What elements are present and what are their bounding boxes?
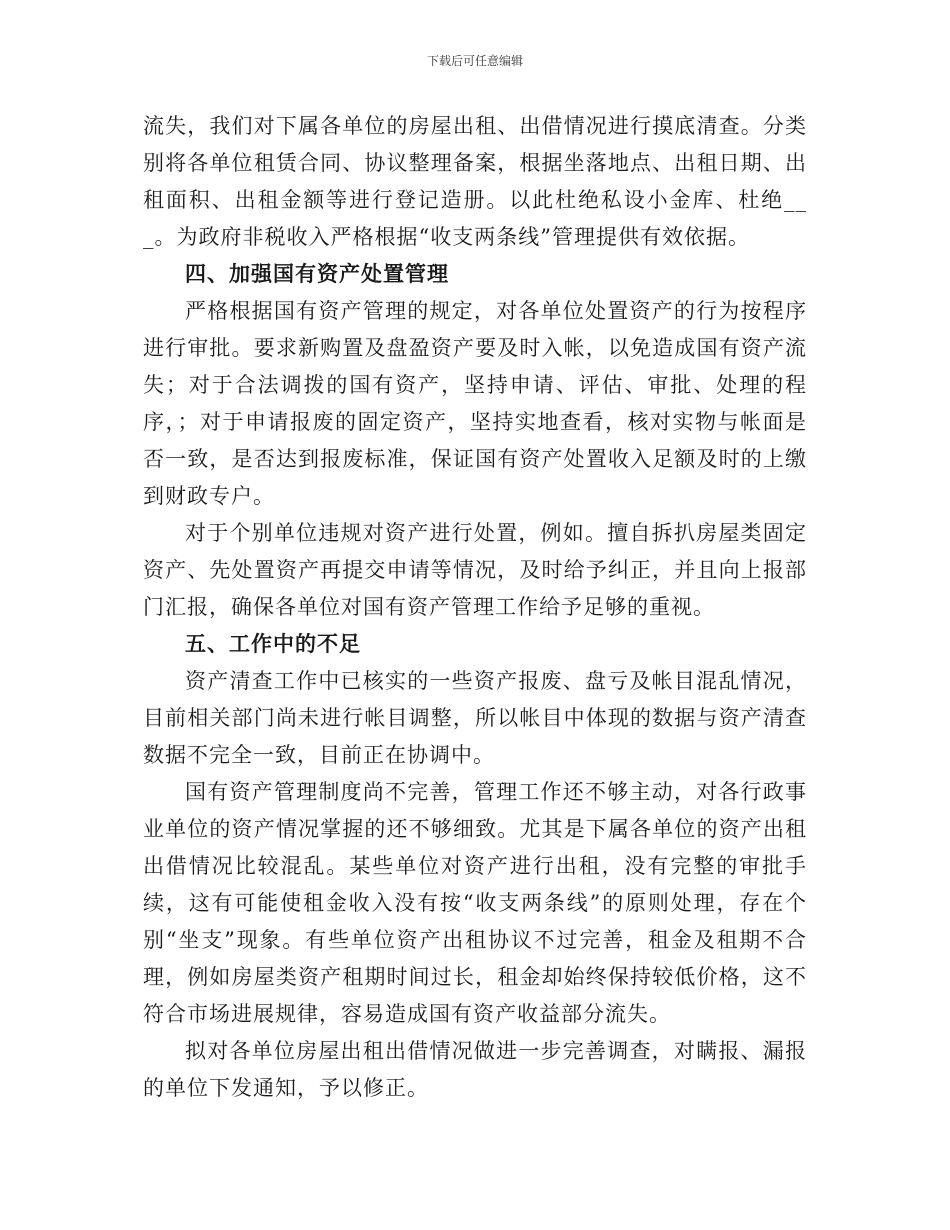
paragraph-system-deficiency: 国有资产管理制度尚不完善，管理工作还不够主动，对各行政事业单位的资产情况掌握的还不够细致。尤其是下属各单位的资产出租出借情况比较混乱。某些单位对资产进行出租，没有完整的审批手续，这有可能使租金收入没有按“收支两条线”的原则处理，存在个别“坐支”现象。有些单位资产出租协议不过完善，租金及租期不合理，例如房屋类资产租期时间过长，租金却始终保持较低价格，这不符合市场进展规律，容易造成国有资产收益部分流失。 [143, 780, 807, 1026]
paragraph-further-investigation: 拟对各单位房屋出租出借情况做进一步完善调查，对瞒报、漏报的单位下发通知，予以修正。 [143, 1039, 807, 1100]
paragraph-continuation: 流失，我们对下属各单位的房屋出租、出借情况进行摸底清查。分类别将各单位租赁合同、协议整理备案，根据坐落地点、出租日期、出租面积、出租金额等进行登记造册。以此杜绝私设小金库、杜绝___。为政府非税收入严格根据“收支两条线”管理提供有效依据。 [143, 114, 807, 249]
paragraph-disposal-approval: 严格根据国有资产管理的规定，对各单位处置资产的行为按程序进行审批。要求新购置及盘盈资产要及时入帐，以免造成国有资产流失；对于合法调拨的国有资产，坚持申请、评估、审批、处理的程序，；对于申请报废的固定资产，坚持实地查看，核对实物与帐面是否一致，是否达到报废标准，保证国有资产处置收入足额及时的上缴到财政专户。 [143, 299, 807, 508]
header-note: 下载后可任意编辑 [426, 54, 523, 68]
paragraph-account-adjustment: 资产清查工作中已核实的一些资产报废、盘亏及帐目混乱情况，目前相关部门尚未进行帐目调整，所以帐目中体现的数据与资产清查数据不完全一致，目前正在协调中。 [143, 669, 807, 767]
section-heading-4: 四、加强国有资产处置管理 [185, 262, 449, 286]
document-body [143, 108, 807, 1107]
paragraph-violation-correction: 对于个别单位违规对资产进行处置，例如。擅自拆扒房屋类固定资产、先处置资产再提交申请等情况，及时给予纠正，并且向上报部门汇报，确保各单位对国有资产管理工作给予足够的重视。 [143, 521, 807, 619]
section-heading-5: 五、工作中的不足 [185, 632, 361, 656]
